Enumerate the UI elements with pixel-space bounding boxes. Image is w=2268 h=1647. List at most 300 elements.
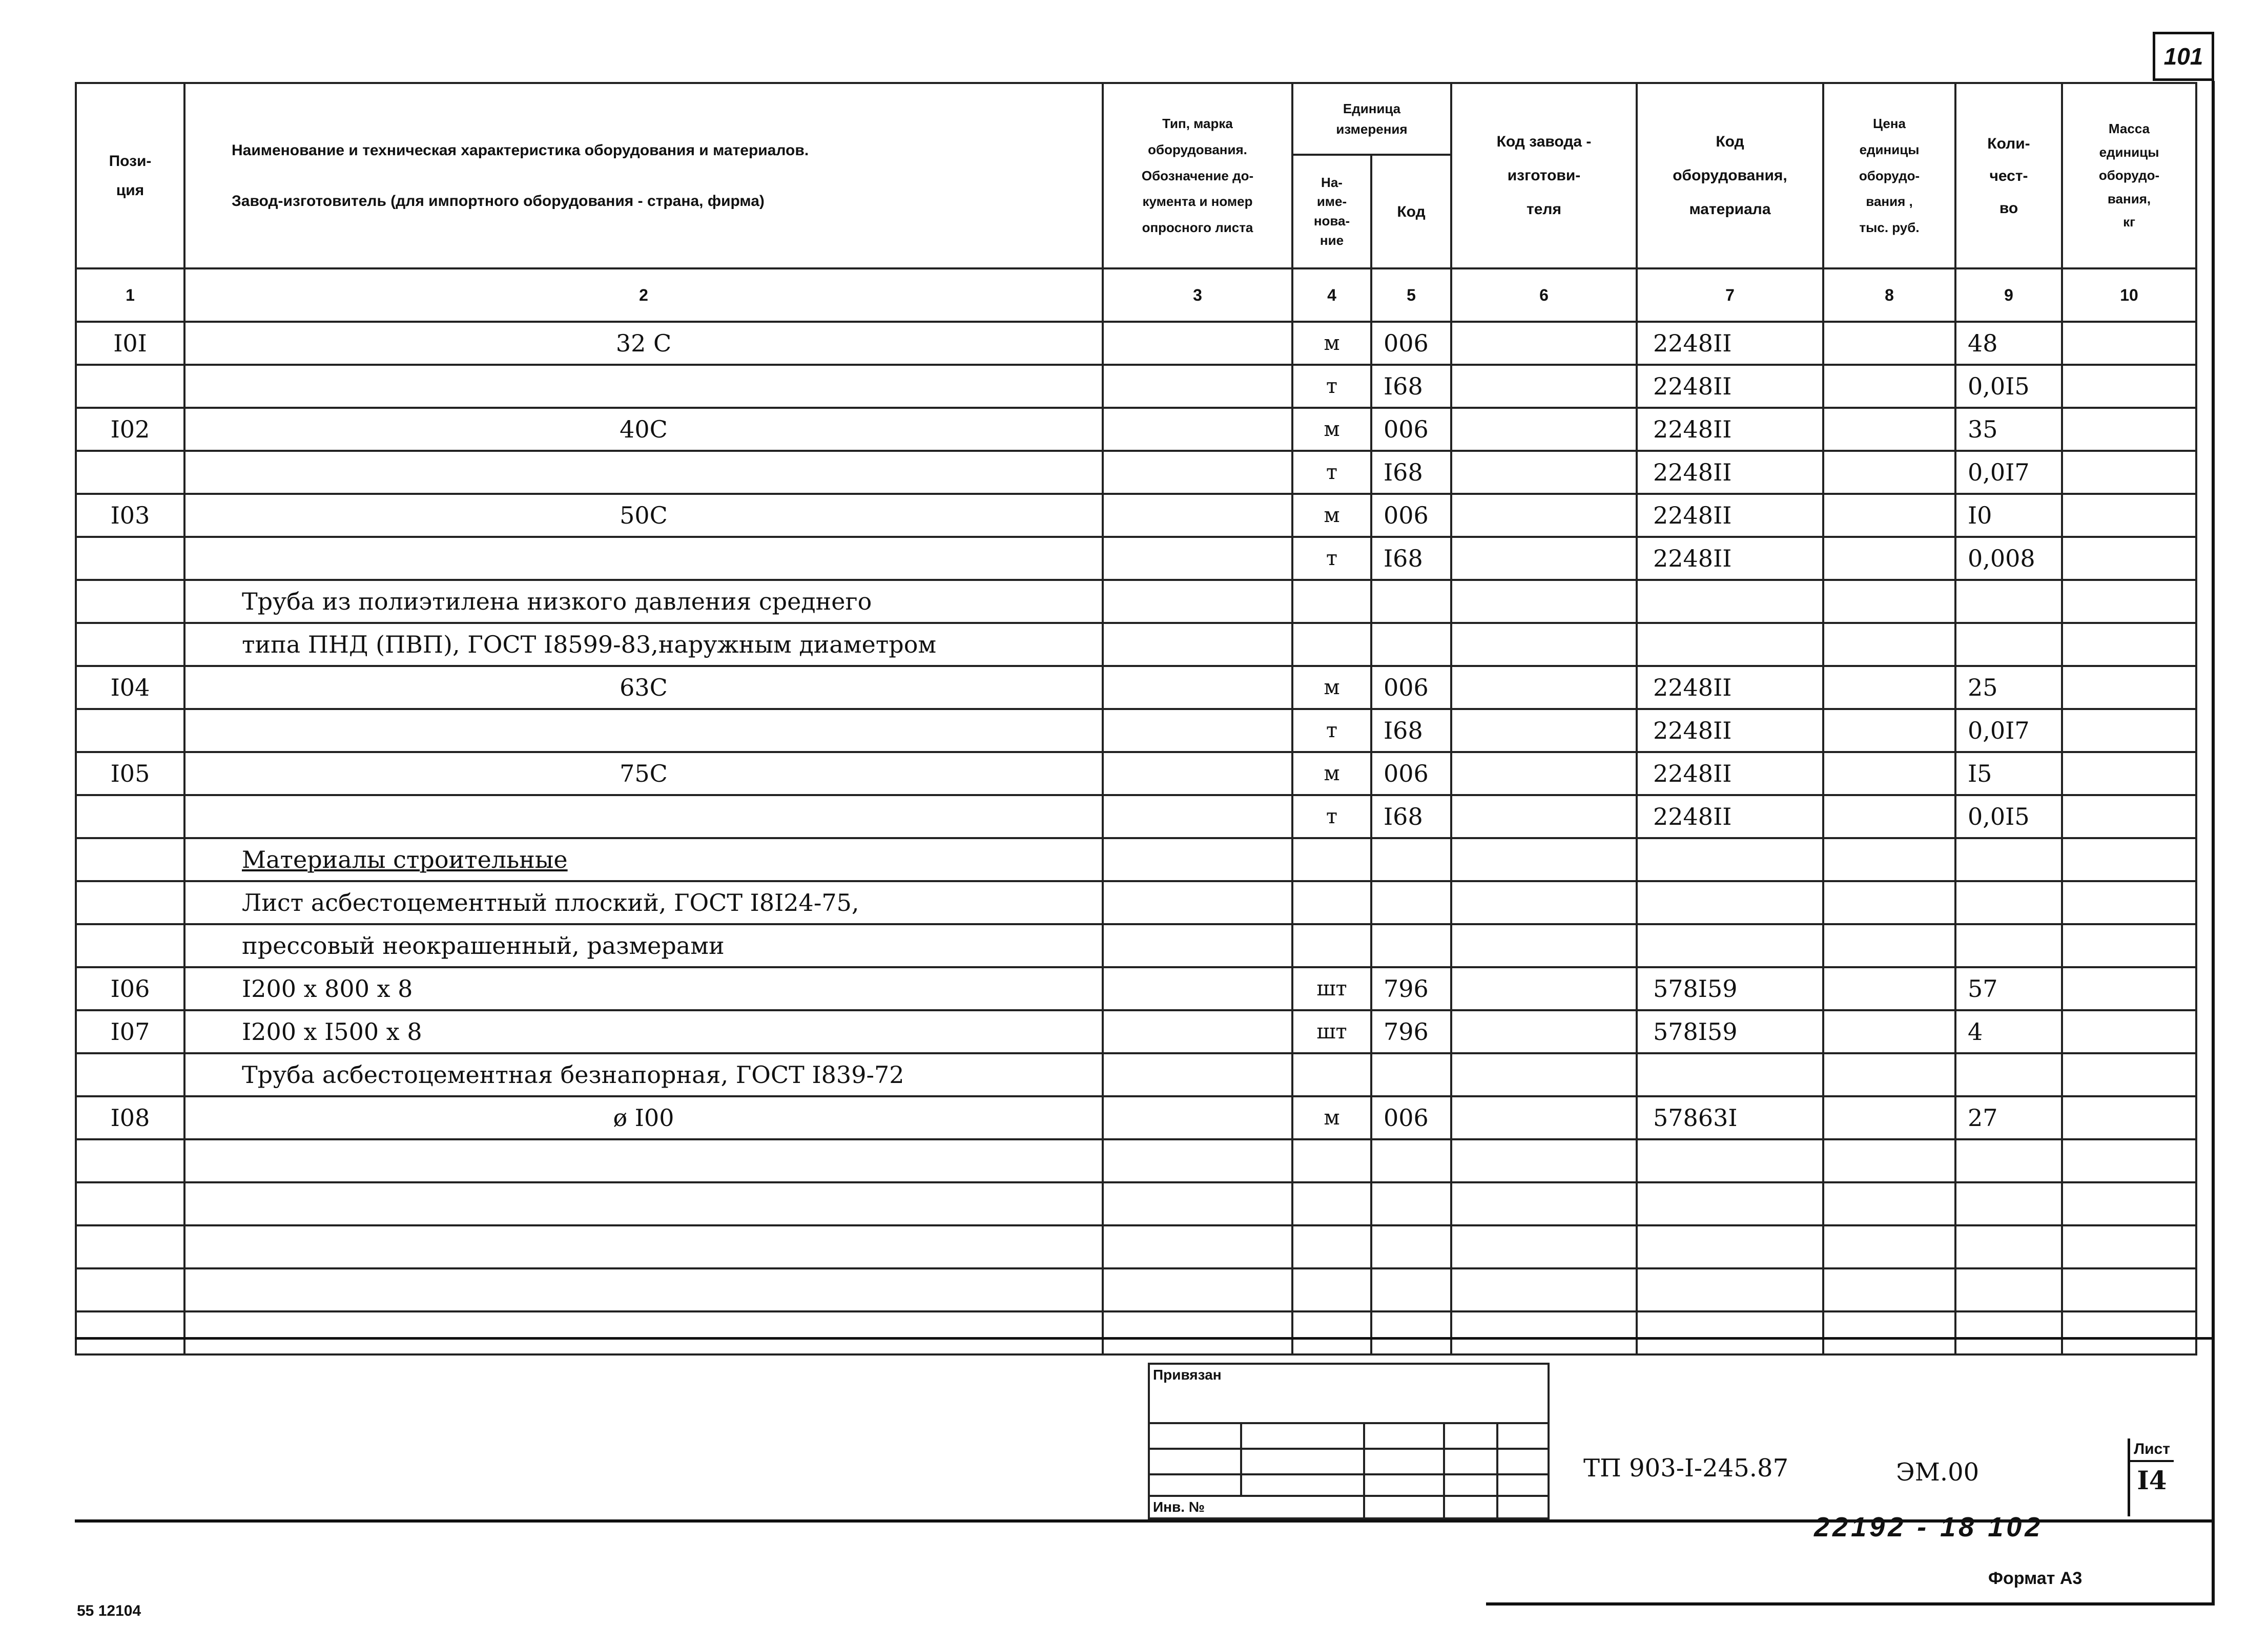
cell-type — [1103, 752, 1292, 795]
cell-qty-text: 0,0I5 — [1968, 372, 2030, 400]
stamp-cell — [1149, 1449, 1241, 1474]
cell-equip-code — [1637, 580, 1823, 623]
cell-equip-code-text: 2248II — [1653, 760, 1732, 787]
header-type: Тип, марка оборудования. Обозначение до- кумента и номер опросного листа — [1103, 83, 1292, 268]
cell-price — [1823, 365, 1955, 408]
cell-unit — [1292, 709, 1371, 752]
cell-unit-code-text: I68 — [1384, 458, 1423, 486]
cell-qty — [1955, 838, 2062, 881]
cell-unit-code — [1371, 451, 1451, 494]
cell-equip-code — [1637, 838, 1823, 881]
cell-qty — [1955, 1225, 2062, 1268]
cell-plant-code — [1451, 881, 1637, 924]
cell-unit-code-text: I68 — [1384, 717, 1423, 744]
cell-unit-text: шт — [1316, 1020, 1347, 1044]
cell-unit — [1292, 1139, 1371, 1182]
cell-description — [184, 451, 1103, 494]
sheet-number-box — [2153, 32, 2214, 81]
cell-mass — [2062, 408, 2196, 451]
cell-mass — [2062, 623, 2196, 666]
cell-unit — [1292, 795, 1371, 838]
stamp-cell — [1364, 1496, 1444, 1518]
cell-unit-code — [1371, 537, 1451, 580]
cell-description — [184, 1225, 1103, 1268]
stamp-cell — [1364, 1423, 1444, 1449]
cell-equip-code — [1637, 924, 1823, 967]
cell-position-text: I02 — [110, 415, 150, 443]
cell-qty — [1955, 1096, 2062, 1139]
cell-qty — [1955, 666, 2062, 709]
cell-qty-text: 0,0I7 — [1968, 458, 2030, 486]
cell-equip-code — [1637, 967, 1823, 1010]
cell-unit-code — [1371, 1182, 1451, 1225]
cell-price — [1823, 537, 1955, 580]
cell-equip-code — [1637, 795, 1823, 838]
table-row — [76, 709, 2196, 752]
cell-unit-text: т — [1326, 461, 1338, 484]
handwritten-number: 22192 - 18 102 — [1814, 1512, 2044, 1542]
cell-unit — [1292, 322, 1371, 365]
cell-description — [184, 795, 1103, 838]
table-row — [76, 623, 2196, 666]
cell-price — [1823, 623, 1955, 666]
cell-price — [1823, 924, 1955, 967]
header-description-line1: Наименование и техническая характеристика оборудования и материалов. — [232, 142, 809, 159]
cell-price — [1823, 666, 1955, 709]
cell-plant-code — [1451, 1268, 1637, 1311]
cell-price — [1823, 838, 1955, 881]
cell-mass — [2062, 537, 2196, 580]
sheet-value: I4 — [2137, 1465, 2167, 1495]
cell-equip-code — [1637, 1182, 1823, 1225]
cell-qty-text: 0,0I7 — [1968, 717, 2030, 744]
cell-unit-code — [1371, 1139, 1451, 1182]
cell-type — [1103, 881, 1292, 924]
stamp-top-line — [75, 1337, 2214, 1340]
cell-qty — [1955, 1311, 2062, 1354]
cell-position — [76, 881, 184, 924]
sheet-box — [2128, 1438, 2174, 1516]
cell-mass — [2062, 1053, 2196, 1096]
cell-mass — [2062, 1096, 2196, 1139]
cell-qty-text: 4 — [1968, 1018, 1983, 1046]
cell-price — [1823, 1311, 1955, 1354]
cell-plant-code — [1451, 1225, 1637, 1268]
cell-description — [184, 1311, 1103, 1354]
cell-equip-code-text: 2248II — [1653, 415, 1732, 443]
cell-position — [76, 451, 184, 494]
cell-qty-text: 0,008 — [1968, 545, 2035, 572]
cell-type — [1103, 795, 1292, 838]
cell-unit — [1292, 580, 1371, 623]
cell-unit-text: м — [1324, 504, 1340, 527]
stamp-cell — [1241, 1423, 1364, 1449]
table-row — [76, 881, 2196, 924]
cell-description — [184, 1268, 1103, 1311]
cell-qty — [1955, 580, 2062, 623]
cell-unit-code — [1371, 967, 1451, 1010]
cell-mass — [2062, 924, 2196, 967]
header-equip-code: Код оборудования, материала — [1637, 83, 1823, 268]
cell-unit-code — [1371, 1311, 1451, 1354]
stamp-cell — [1497, 1423, 1549, 1449]
cell-unit-code — [1371, 1225, 1451, 1268]
stamp-cell — [1364, 1449, 1444, 1474]
cell-description — [184, 494, 1103, 537]
cell-equip-code — [1637, 1139, 1823, 1182]
table-row — [76, 666, 2196, 709]
cell-type — [1103, 408, 1292, 451]
cell-qty-text: 25 — [1968, 674, 1998, 701]
cell-equip-code — [1637, 451, 1823, 494]
cell-unit — [1292, 451, 1371, 494]
cell-qty-text: 35 — [1968, 415, 1998, 443]
cell-mass — [2062, 881, 2196, 924]
cell-unit-code — [1371, 709, 1451, 752]
stamp-cell — [1444, 1474, 1497, 1496]
cell-description — [184, 666, 1103, 709]
cell-unit — [1292, 1182, 1371, 1225]
cell-equip-code-text: 2248II — [1653, 803, 1732, 830]
cell-unit-text: шт — [1316, 977, 1347, 1000]
cell-description-text: Труба асбестоцементная безнапорная, ГОСТ I839-72 — [242, 1061, 904, 1089]
cell-type — [1103, 924, 1292, 967]
cell-mass — [2062, 967, 2196, 1010]
cell-description-text: 40С — [620, 415, 668, 443]
cell-qty-text: I0 — [1968, 502, 1992, 529]
cell-unit-code — [1371, 752, 1451, 795]
cell-position — [76, 666, 184, 709]
cell-position — [76, 795, 184, 838]
cell-unit — [1292, 1268, 1371, 1311]
cell-plant-code — [1451, 967, 1637, 1010]
cell-unit-code-text: 006 — [1384, 329, 1429, 357]
cell-unit — [1292, 924, 1371, 967]
table-row — [76, 838, 2196, 881]
cell-unit-code-text: 796 — [1384, 975, 1429, 1003]
sheet-label: Лист — [2130, 1438, 2174, 1462]
cell-unit-code — [1371, 881, 1451, 924]
cell-type — [1103, 1182, 1292, 1225]
cell-qty — [1955, 365, 2062, 408]
table-row — [76, 1139, 2196, 1182]
cell-mass — [2062, 1182, 2196, 1225]
cell-description-text: Материалы строительные — [242, 846, 568, 873]
cell-description — [184, 838, 1103, 881]
cell-position — [76, 1096, 184, 1139]
cell-position-text: I08 — [110, 1104, 150, 1132]
cell-qty — [1955, 322, 2062, 365]
cell-unit-code — [1371, 1010, 1451, 1053]
cell-equip-code — [1637, 881, 1823, 924]
header-unit-name: На- име- нова- ние — [1292, 155, 1371, 268]
cell-unit-code-text: I68 — [1384, 545, 1423, 572]
table-row — [76, 795, 2196, 838]
cell-description-text: I200 х 800 х 8 — [242, 975, 413, 1003]
cell-description — [184, 967, 1103, 1010]
cell-equip-code — [1637, 1268, 1823, 1311]
cell-unit-code — [1371, 795, 1451, 838]
stamp-cell — [1444, 1449, 1497, 1474]
cell-price — [1823, 408, 1955, 451]
table-row — [76, 1182, 2196, 1225]
cell-unit-code-text: I68 — [1384, 372, 1423, 400]
colnum-6: 6 — [1451, 268, 1637, 322]
cell-unit-code-text: 006 — [1384, 760, 1429, 787]
cell-description-text: Труба из полиэтилена низкого давления среднего — [242, 588, 872, 615]
cell-description-text: 75С — [620, 760, 668, 787]
cell-unit-code-text: 006 — [1384, 674, 1429, 701]
cell-description-text: 63С — [620, 674, 668, 701]
cell-position — [76, 1225, 184, 1268]
cell-plant-code — [1451, 1010, 1637, 1053]
cell-unit-code — [1371, 1096, 1451, 1139]
cell-position — [76, 709, 184, 752]
cell-equip-code-text: 2248II — [1653, 458, 1732, 486]
cell-qty — [1955, 795, 2062, 838]
table-row — [76, 451, 2196, 494]
cell-price — [1823, 494, 1955, 537]
cell-plant-code — [1451, 795, 1637, 838]
cell-plant-code — [1451, 666, 1637, 709]
stamp-mark: ЭМ.00 — [1896, 1458, 1980, 1487]
cell-qty — [1955, 752, 2062, 795]
cell-qty — [1955, 1010, 2062, 1053]
cell-price — [1823, 580, 1955, 623]
table-row — [76, 408, 2196, 451]
cell-plant-code — [1451, 709, 1637, 752]
cell-type — [1103, 623, 1292, 666]
bottom-code: 55 12104 — [77, 1602, 141, 1619]
cell-unit-text: м — [1324, 676, 1340, 699]
cell-qty — [1955, 1268, 2062, 1311]
cell-qty — [1955, 1139, 2062, 1182]
stamp-cell — [1241, 1474, 1364, 1496]
cell-unit — [1292, 537, 1371, 580]
cell-position-text: I03 — [110, 502, 150, 529]
cell-plant-code — [1451, 1311, 1637, 1354]
colnum-10: 10 — [2062, 268, 2196, 322]
cell-unit — [1292, 1096, 1371, 1139]
cell-unit-code — [1371, 322, 1451, 365]
cell-mass — [2062, 709, 2196, 752]
cell-position — [76, 967, 184, 1010]
cell-position-text: I0I — [113, 329, 147, 357]
table-row — [76, 580, 2196, 623]
cell-description — [184, 881, 1103, 924]
cell-type — [1103, 1053, 1292, 1096]
table-row — [76, 537, 2196, 580]
cell-equip-code-text: 57863I — [1653, 1104, 1738, 1132]
cell-mass — [2062, 451, 2196, 494]
cell-unit-text: т — [1326, 805, 1338, 828]
cell-plant-code — [1451, 494, 1637, 537]
cell-price — [1823, 967, 1955, 1010]
cell-position-text: I07 — [110, 1018, 150, 1046]
cell-position — [76, 365, 184, 408]
table-row — [76, 1053, 2196, 1096]
cell-description — [184, 1182, 1103, 1225]
cell-price — [1823, 752, 1955, 795]
cell-unit — [1292, 365, 1371, 408]
colnum-9: 9 — [1955, 268, 2062, 322]
table-row — [76, 322, 2196, 365]
cell-unit-code-text: 006 — [1384, 1104, 1429, 1132]
cell-position — [76, 322, 184, 365]
cell-mass — [2062, 752, 2196, 795]
cell-position-text: I04 — [110, 674, 150, 701]
cell-unit-code-text: 796 — [1384, 1018, 1429, 1046]
cell-description — [184, 709, 1103, 752]
cell-unit-text: т — [1326, 547, 1338, 570]
cell-type — [1103, 666, 1292, 709]
cell-qty — [1955, 408, 2062, 451]
cell-plant-code — [1451, 924, 1637, 967]
colnum-3: 3 — [1103, 268, 1292, 322]
colnum-8: 8 — [1823, 268, 1955, 322]
cell-description-text: Лист асбестоцементный плоский, ГОСТ I8I24-75, — [242, 889, 859, 916]
table-row — [76, 365, 2196, 408]
cell-unit-code-text: I68 — [1384, 803, 1423, 830]
cell-plant-code — [1451, 1182, 1637, 1225]
cell-position — [76, 580, 184, 623]
cell-unit — [1292, 666, 1371, 709]
stamp-cell — [1497, 1496, 1549, 1518]
cell-position — [76, 1182, 184, 1225]
format-label: Формат А3 — [1988, 1569, 2083, 1588]
cell-unit-code — [1371, 408, 1451, 451]
cell-equip-code — [1637, 537, 1823, 580]
cell-type — [1103, 451, 1292, 494]
cell-type — [1103, 1096, 1292, 1139]
cell-description — [184, 1139, 1103, 1182]
cell-unit-text: т — [1326, 374, 1338, 398]
cell-description-text: I200 х I500 х 8 — [242, 1018, 422, 1046]
cell-position — [76, 623, 184, 666]
cell-equip-code-text: 578I59 — [1653, 975, 1738, 1003]
cell-position — [76, 494, 184, 537]
cell-price — [1823, 1268, 1955, 1311]
cell-description — [184, 322, 1103, 365]
stamp-cell — [1444, 1496, 1497, 1518]
cell-position — [76, 1311, 184, 1354]
cell-unit — [1292, 1311, 1371, 1354]
cell-type — [1103, 1139, 1292, 1182]
table-row — [76, 752, 2196, 795]
cell-position — [76, 838, 184, 881]
cell-equip-code-text: 2248II — [1653, 674, 1732, 701]
stamp-doc-code: ТП 903-I-245.87 — [1583, 1454, 1789, 1483]
cell-qty — [1955, 1182, 2062, 1225]
stamp-cell — [1364, 1474, 1444, 1496]
cell-type — [1103, 1010, 1292, 1053]
cell-plant-code — [1451, 1053, 1637, 1096]
cell-plant-code — [1451, 1139, 1637, 1182]
cell-equip-code — [1637, 494, 1823, 537]
stamp-cell — [1497, 1449, 1549, 1474]
cell-type — [1103, 1311, 1292, 1354]
cell-mass — [2062, 1225, 2196, 1268]
header-plant-code: Код завода - изготови- теля — [1451, 83, 1637, 268]
cell-type — [1103, 494, 1292, 537]
cell-price — [1823, 795, 1955, 838]
cell-position-text: I06 — [110, 975, 150, 1003]
cell-qty-text: 48 — [1968, 329, 1998, 357]
table-row — [76, 967, 2196, 1010]
cell-description — [184, 365, 1103, 408]
cell-unit — [1292, 752, 1371, 795]
equipment-spec-table — [75, 82, 2197, 1356]
cell-position — [76, 1268, 184, 1311]
cell-unit — [1292, 408, 1371, 451]
cell-mass — [2062, 795, 2196, 838]
cell-unit-code — [1371, 623, 1451, 666]
header-position: Пози- ция — [76, 83, 184, 268]
cell-qty — [1955, 1053, 2062, 1096]
cell-position — [76, 1010, 184, 1053]
table-row — [76, 494, 2196, 537]
cell-mass — [2062, 580, 2196, 623]
cell-mass — [2062, 1010, 2196, 1053]
cell-equip-code — [1637, 1096, 1823, 1139]
cell-description — [184, 580, 1103, 623]
cell-price — [1823, 1225, 1955, 1268]
cell-unit-code — [1371, 666, 1451, 709]
stamp-inv-label: Инв. № — [1149, 1496, 1364, 1518]
cell-position — [76, 408, 184, 451]
cell-type — [1103, 537, 1292, 580]
stamp-cell — [1497, 1474, 1549, 1496]
header-description — [184, 83, 1103, 268]
cell-unit-code-text: 006 — [1384, 502, 1429, 529]
cell-equip-code — [1637, 752, 1823, 795]
stamp-cell — [1149, 1474, 1241, 1496]
cell-price — [1823, 451, 1955, 494]
cell-equip-code — [1637, 623, 1823, 666]
table-row — [76, 1311, 2196, 1354]
cell-type — [1103, 1268, 1292, 1311]
cell-description-text: ø I00 — [613, 1104, 674, 1132]
colnum-2: 2 — [184, 268, 1103, 322]
cell-mass — [2062, 494, 2196, 537]
cell-qty-text: I5 — [1968, 760, 1992, 787]
header-qty: Коли- чест- во — [1955, 83, 2062, 268]
cell-mass — [2062, 365, 2196, 408]
cell-price — [1823, 1139, 1955, 1182]
colnum-1: 1 — [76, 268, 184, 322]
cell-price — [1823, 322, 1955, 365]
cell-qty — [1955, 537, 2062, 580]
cell-description-text: типа ПНД (ПВП), ГОСТ I8599-83,наружным диаметром — [242, 631, 937, 658]
cell-mass — [2062, 1311, 2196, 1354]
cell-plant-code — [1451, 451, 1637, 494]
cell-unit — [1292, 623, 1371, 666]
cell-equip-code-text: 2248II — [1653, 545, 1732, 572]
header-unit-code: Код — [1371, 155, 1451, 268]
cell-price — [1823, 1182, 1955, 1225]
cell-mass — [2062, 322, 2196, 365]
cell-unit — [1292, 494, 1371, 537]
cell-equip-code — [1637, 666, 1823, 709]
cell-price — [1823, 1010, 1955, 1053]
cell-type — [1103, 709, 1292, 752]
cell-plant-code — [1451, 537, 1637, 580]
cell-unit — [1292, 1010, 1371, 1053]
cell-position-text: I05 — [110, 760, 150, 787]
table-row — [76, 924, 2196, 967]
table-row — [76, 1010, 2196, 1053]
cell-equip-code-text: 578I59 — [1653, 1018, 1738, 1046]
